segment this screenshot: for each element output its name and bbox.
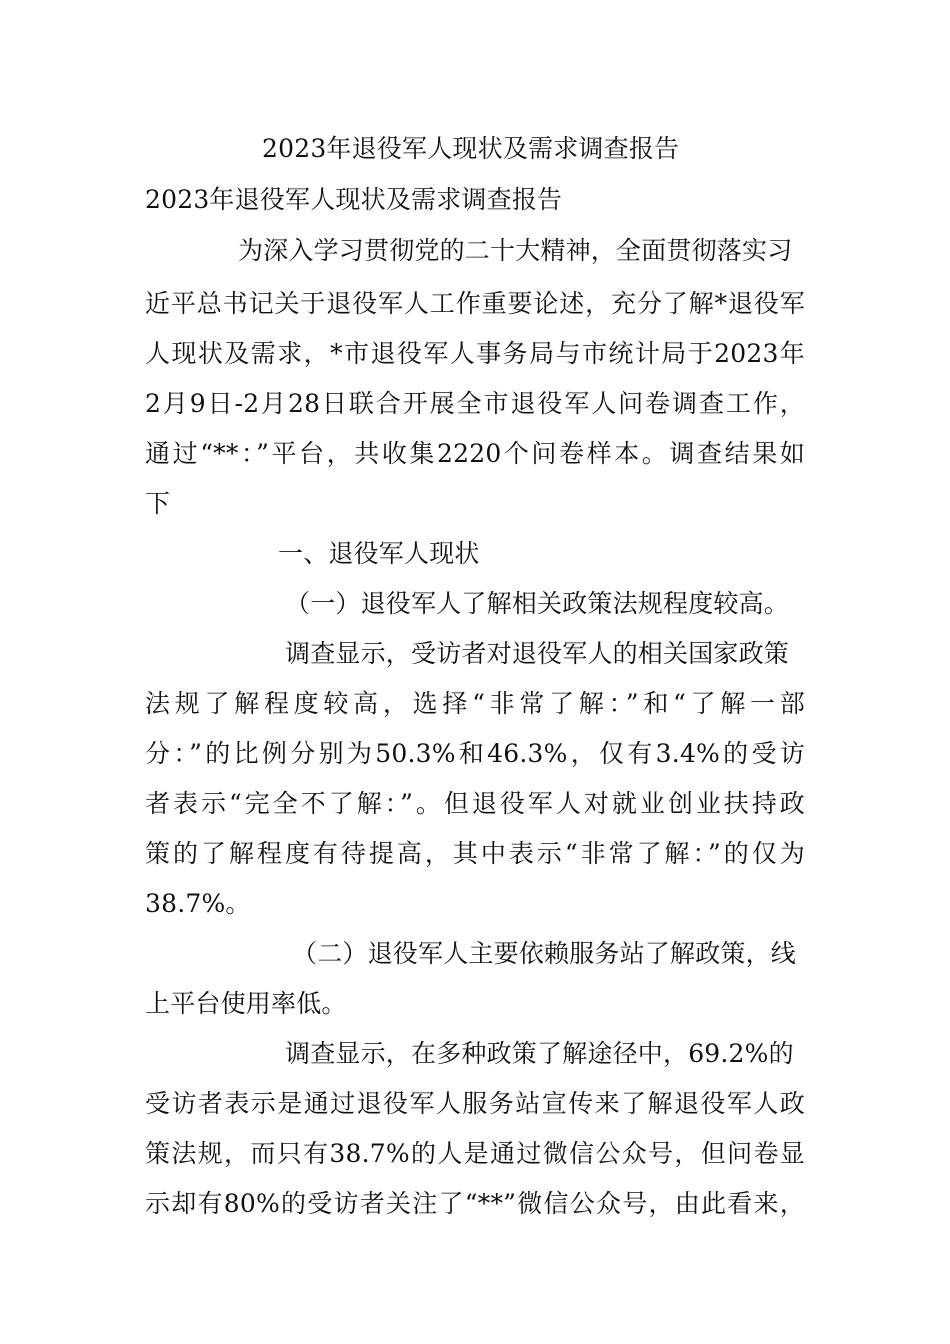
subsection-one-heading: （一）退役军人了解相关政策法规程度较高。 [285,589,790,618]
section-one-heading: 一、退役军人现状 [278,539,480,568]
subsection-two-line-1: 调查显示，在多种政策了解途径中，69.2%的 [285,1039,794,1068]
intro-line-3: 人现状及需求，*市退役军人事务局与市统计局于2023年 [145,339,805,368]
subsection-one-line-1: 调查显示，受访者对退役军人的相关国家政策 [285,639,790,668]
subsection-one-line-4: 者表示“完全不了解：”。但退役军人对就业创业扶持政 [145,789,805,818]
document-title-left: 2023年退役军人现状及需求调查报告 [145,185,563,214]
subsection-one-line-6: 38.7%。 [145,889,251,918]
subsection-two-line-2: 受访者表示是通过退役军人服务站宣传来了解退役军人政 [145,1089,805,1118]
subsection-two-line-3: 策法规，而只有38.7%的人是通过微信公众号，但问卷显 [145,1139,805,1168]
subsection-two-heading-line-1: （二）退役军人主要依赖服务站了解政策，线 [292,939,797,968]
subsection-one-line-3: 分：”的比例分别为50.3%和46.3%，仅有3.4%的受访 [145,739,805,768]
intro-line-6: 下 [145,489,171,518]
intro-line-4: 2月9日-2月28日联合开展全市退役军人问卷调查工作， [145,389,805,418]
intro-line-2: 近平总书记关于退役军人工作重要论述，充分了解*退役军 [145,289,805,318]
subsection-one-line-2: 法规了解程度较高，选择“非常了解：”和“了解一部 [145,689,805,718]
subsection-one-line-5: 策的了解程度有待提高，其中表示“非常了解：”的仅为 [145,839,805,868]
intro-line-1: 为深入学习贯彻党的二十大精神，全面贯彻落实习 [238,236,793,265]
document-title-centered: 2023年退役军人现状及需求调查报告 [262,134,680,163]
intro-line-5: 通过“**：”平台，共收集2220个问卷样本。调查结果如 [145,439,805,468]
subsection-two-line-4: 示却有80%的受访者关注了“**”微信公众号，由此看来， [145,1189,805,1218]
subsection-two-heading-line-2: 上平台使用率低。 [145,989,347,1018]
